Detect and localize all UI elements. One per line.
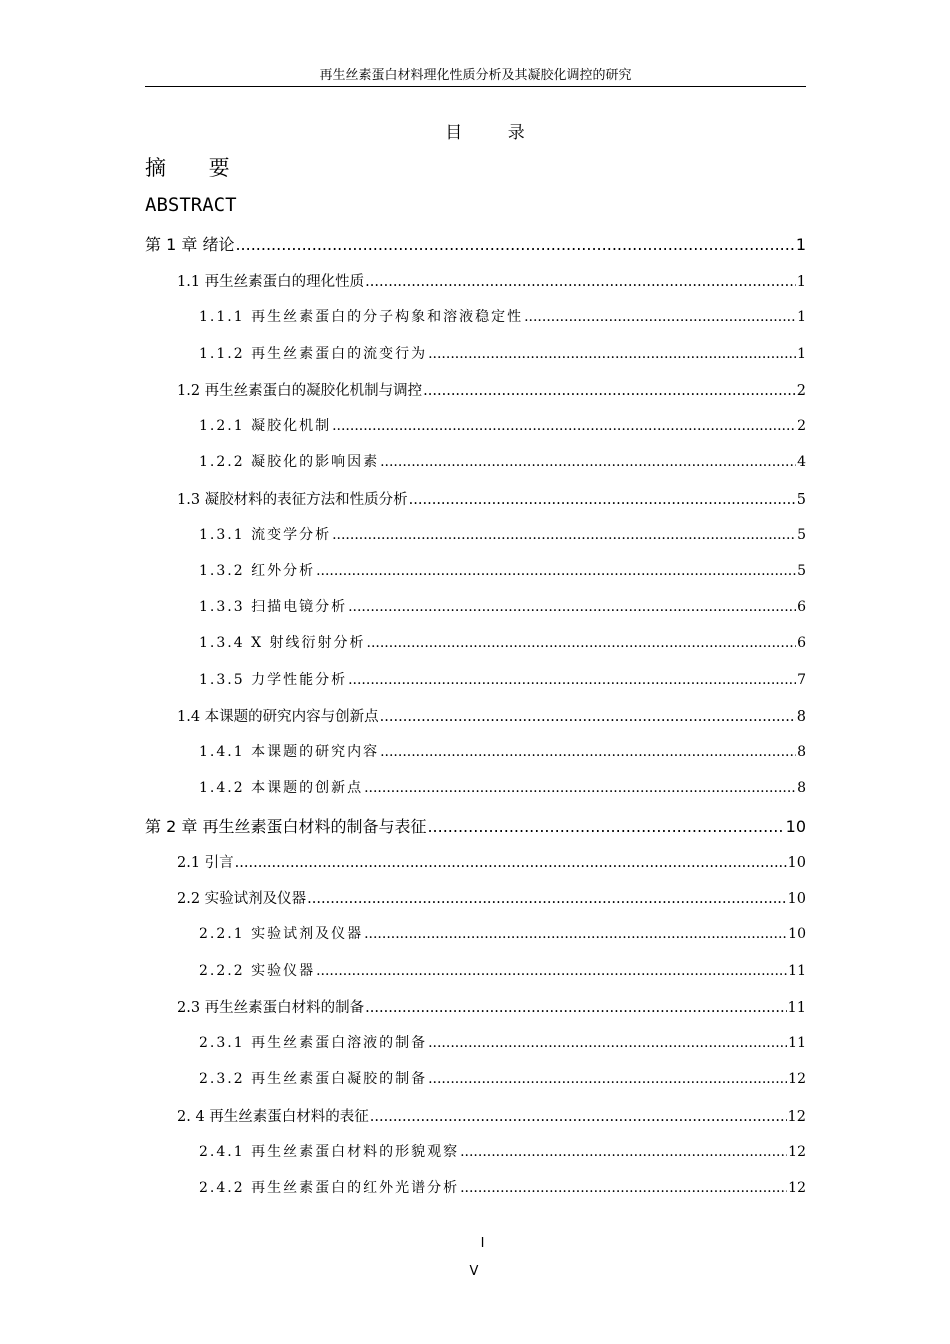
toc-abstract-cn[interactable]: 摘 要 — [145, 156, 248, 180]
toc-entry-page: 6 — [797, 599, 806, 615]
toc-entry-page: 11 — [788, 1035, 806, 1051]
toc-entry-label: 1.3 凝胶材料的表征方法和性质分析 — [177, 492, 408, 508]
toc-entry-page: 10 — [787, 891, 806, 907]
toc-entry[interactable] — [199, 1177, 806, 1197]
toc-entry-label: 1.3.5 力学性能分析 — [199, 672, 348, 688]
toc-entry-label: 1.1.1 再生丝素蛋白的分子构象和溶液稳定性 — [199, 309, 524, 325]
toc-leader-dots — [235, 855, 787, 871]
toc-entry[interactable] — [177, 1105, 806, 1126]
toc-leader-dots — [348, 672, 796, 688]
toc-entry-label: 1.3.2 红外分析 — [199, 563, 316, 579]
toc-entry[interactable] — [199, 669, 806, 689]
toc-entry-label: 2.3.1 再生丝素蛋白溶液的制备 — [199, 1035, 428, 1051]
toc-entry[interactable] — [177, 851, 806, 872]
toc-entry[interactable] — [199, 777, 806, 797]
toc-entry[interactable] — [199, 451, 806, 471]
toc-entry-label: 1.1.2 再生丝素蛋白的流变行为 — [199, 346, 428, 362]
toc-entry[interactable] — [177, 488, 806, 509]
toc-entry-label: 第 1 章 绪论 — [145, 235, 235, 254]
toc-entry-label: 1.2 再生丝素蛋白的凝胶化机制与调控 — [177, 383, 423, 399]
toc-leader-dots — [307, 891, 786, 907]
toc-entry-page: 12 — [788, 1180, 806, 1196]
toc-entry[interactable] — [199, 923, 806, 943]
toc-entry[interactable] — [199, 741, 806, 761]
toc-entry-label: 2.4.1 再生丝素蛋白材料的形貌观察 — [199, 1144, 460, 1160]
toc-leader-dots — [423, 383, 796, 399]
toc-entry-label: 1.4.1 本课题的研究内容 — [199, 744, 380, 760]
toc-entry[interactable] — [199, 632, 806, 652]
toc-entry[interactable] — [199, 524, 806, 544]
footer-mark: I — [480, 1236, 485, 1251]
toc-entry-label: 2. 4 再生丝素蛋白材料的表征 — [177, 1109, 369, 1125]
toc-entry[interactable] — [199, 343, 806, 363]
page-number: V — [469, 1264, 479, 1279]
toc-entry[interactable] — [145, 814, 806, 837]
toc-entry-label: 1.2.1 凝胶化机制 — [199, 418, 332, 434]
toc-entry-page: 4 — [797, 454, 806, 470]
toc-entry-label: 1.3.4 X 射线衍射分析 — [199, 635, 366, 651]
toc-entry-page: 1 — [797, 309, 806, 325]
toc-entry-page: 5 — [797, 563, 806, 579]
toc-leader-dots — [316, 563, 796, 579]
toc-entry-label: 1.4 本课题的研究内容与创新点 — [177, 709, 379, 725]
toc-entry[interactable] — [199, 596, 806, 616]
toc-leader-dots — [428, 1071, 787, 1087]
toc-entry-page: 1 — [795, 235, 806, 254]
toc-entry-page: 8 — [796, 709, 806, 725]
running-header: 再生丝素蛋白材料理化性质分析及其凝胶化调控的研究 — [319, 68, 632, 83]
toc-entry[interactable] — [199, 1068, 806, 1088]
toc-entry-page: 1 — [797, 346, 806, 362]
toc-entry-label: 2.2.2 实验仪器 — [199, 963, 316, 979]
toc-leader-dots — [365, 274, 796, 290]
toc-entry-page: 12 — [787, 1109, 806, 1125]
toc-entry-page: 6 — [797, 635, 806, 651]
toc-entry-label: 2.2.1 实验试剂及仪器 — [199, 926, 364, 942]
toc-entry-label: 1.4.2 本课题的创新点 — [199, 780, 364, 796]
toc-entry-page: 1 — [796, 274, 806, 290]
toc-entry-page: 2 — [796, 383, 806, 399]
toc-leader-dots — [332, 527, 796, 543]
toc-entry[interactable] — [199, 560, 806, 580]
toc-entry-page: 7 — [797, 672, 806, 688]
toc-entry[interactable] — [145, 232, 806, 255]
toc-entry[interactable] — [177, 996, 806, 1017]
toc-leader-dots — [460, 1144, 787, 1160]
toc-entry-label: 2.3 再生丝素蛋白材料的制备 — [177, 1000, 365, 1016]
toc-leader-dots — [380, 454, 796, 470]
toc-entry[interactable] — [177, 705, 806, 726]
toc-leader-dots — [364, 926, 787, 942]
toc-entry[interactable] — [199, 1032, 806, 1052]
toc-leader-dots — [316, 963, 787, 979]
toc-entry-label: 2.4.2 再生丝素蛋白的红外光谱分析 — [199, 1180, 460, 1196]
toc-entry-page: 10 — [785, 817, 806, 836]
toc-entry-page: 12 — [788, 1071, 806, 1087]
toc-leader-dots — [524, 309, 796, 325]
toc-entry-page: 10 — [788, 926, 806, 942]
toc-entry-page: 2 — [797, 418, 806, 434]
toc-leader-dots — [370, 1109, 787, 1125]
toc-entry[interactable] — [199, 960, 806, 980]
toc-entry[interactable] — [199, 1141, 806, 1161]
toc-leader-dots — [428, 1035, 787, 1051]
toc-leader-dots — [380, 709, 796, 725]
toc-entry-label: 2.1 引言 — [177, 855, 234, 871]
toc-entry[interactable] — [177, 379, 806, 400]
toc-entry-page: 11 — [787, 1000, 806, 1016]
toc-entry-label: 1.3.1 流变学分析 — [199, 527, 332, 543]
header-rule — [145, 86, 806, 87]
toc-entry-label: 1.3.3 扫描电镜分析 — [199, 599, 348, 615]
toc-leader-dots — [365, 1000, 786, 1016]
toc-title: 目 录 — [445, 123, 545, 143]
toc-leader-dots — [332, 418, 796, 434]
toc-leader-dots — [380, 744, 796, 760]
toc-entry-label: 1.1 再生丝素蛋白的理化性质 — [177, 274, 365, 290]
toc-leader-dots — [409, 492, 796, 508]
toc-entry-page: 12 — [788, 1144, 806, 1160]
toc-leader-dots — [460, 1180, 787, 1196]
toc-entry-page: 5 — [796, 492, 806, 508]
toc-entry[interactable] — [199, 415, 806, 435]
toc-leader-dots — [364, 780, 796, 796]
toc-entry-label: 2.2 实验试剂及仪器 — [177, 891, 307, 907]
toc-entry-page: 5 — [797, 527, 806, 543]
toc-leader-dots — [367, 635, 797, 651]
toc-entry-page: 8 — [797, 780, 806, 796]
toc-entry-page: 10 — [787, 855, 806, 871]
toc-abstract-en[interactable]: ABSTRACT — [145, 194, 237, 216]
toc-entry[interactable] — [199, 306, 806, 326]
toc-entry-label: 2.3.2 再生丝素蛋白凝胶的制备 — [199, 1071, 428, 1087]
toc-entry-label: 1.2.2 凝胶化的影响因素 — [199, 454, 380, 470]
toc-leader-dots — [235, 235, 794, 254]
toc-entry-label: 第 2 章 再生丝素蛋白材料的制备与表征 — [145, 817, 427, 836]
toc-leader-dots — [348, 599, 796, 615]
toc-entry-page: 11 — [788, 963, 806, 979]
toc-entry[interactable] — [177, 270, 806, 291]
toc-entry[interactable] — [177, 887, 806, 908]
toc-entry-page: 8 — [797, 744, 806, 760]
toc-leader-dots — [428, 346, 796, 362]
toc-leader-dots — [427, 817, 784, 836]
